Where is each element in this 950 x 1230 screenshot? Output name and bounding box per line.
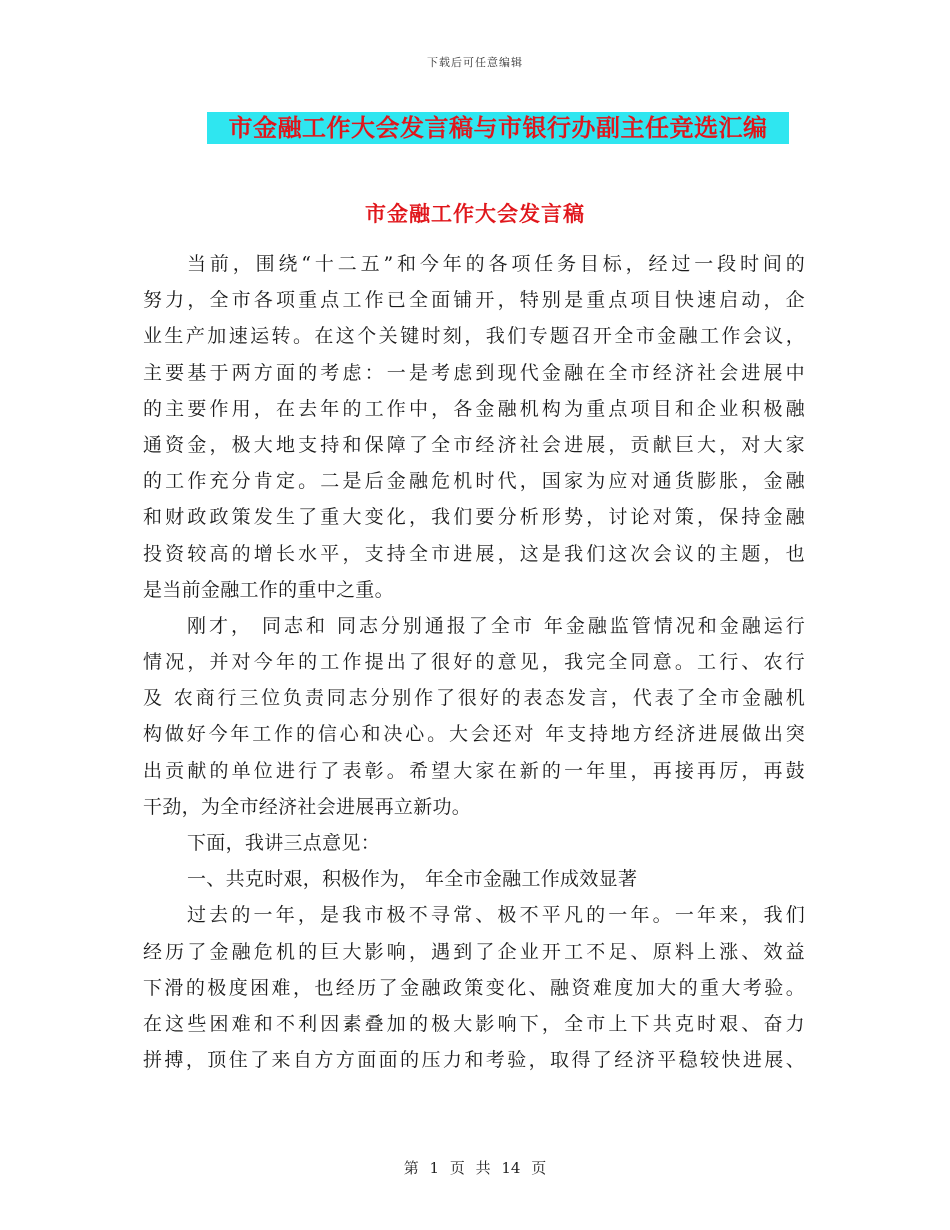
paragraph-line: 构做好今年工作的信心和决心。大会还对 年支持地方经济进展做出突 [143, 723, 805, 746]
paragraph-line: 干劲，为全市经济社会进展再立新功。 [143, 795, 472, 818]
paragraph-line: 出贡献的单位进行了表彰。希望大家在新的一年里，再接再厉，再鼓 [143, 759, 805, 782]
paragraph-line: 努力，全市各项重点工作已全面铺开，特别是重点项目快速启动，企 [143, 289, 805, 312]
paragraph-line: 和财政政策发生了重大变化，我们要分析形势，讨论对策，保持金融 [143, 506, 805, 529]
paragraph-line: 下滑的极度困难，也经历了金融政策变化、融资难度加大的重大考验。 [143, 976, 805, 999]
paragraph-line: 刚才， 同志和 同志分别通报了全市 年金融监管情况和金融运行 [187, 614, 805, 637]
paragraph-line: 投资较高的增长水平，支持全市进展，这是我们这次会议的主题，也 [143, 542, 805, 565]
footer-suffix: 页 [531, 1159, 547, 1177]
paragraph-line: 的主要作用，在去年的工作中，各金融机构为重点项目和企业积极融 [143, 397, 805, 420]
paragraph-line: 是当前金融工作的重中之重。 [143, 578, 394, 601]
paragraph-line: 下面，我讲三点意见： [187, 832, 381, 854]
document-title: 市金融工作大会发言稿与市银行办副主任竞选汇编 [228, 114, 768, 142]
paragraph-line: 业生产加速运转。在这个关键时刻，我们专题召开全市金融工作会议， [143, 325, 805, 348]
header-note: 下载后可任意编辑 [427, 56, 523, 69]
paragraph-line: 在这些困难和不利因素叠加的极大影响下，全市上下共克时艰、奋力 [143, 1012, 805, 1035]
section-title: 市金融工作大会发言稿 [365, 202, 585, 226]
paragraph-line: 通资金，极大地支持和保障了全市经济社会进展，贡献巨大，对大家 [143, 433, 805, 456]
paragraph-line: 当前，围绕“十二五”和今年的各项任务目标，经过一段时间的 [187, 253, 805, 275]
paragraph-line: 的工作充分肯定。二是后金融危机时代，国家为应对通货膨胀，金融 [143, 470, 805, 493]
footer-prefix: 第 [403, 1159, 419, 1177]
paragraph-line: 及 农商行三位负责同志分别作了很好的表态发言，代表了全市金融机 [143, 687, 805, 710]
paragraph-line: 主要基于两方面的考虑：一是考虑到现代金融在全市经济社会进展中 [143, 361, 805, 384]
paragraph-line: 过去的一年，是我市极不寻常、极不平凡的一年。一年来，我们 [187, 904, 805, 927]
paragraph-line: 情况，并对今年的工作提出了很好的意见，我完全同意。工行、农行 [143, 651, 805, 674]
paragraph-line: 经历了金融危机的巨大影响，遇到了企业开工不足、原料上涨、效益 [143, 940, 805, 963]
footer-middle: 页 共 [449, 1159, 491, 1177]
paragraph-line: 拼搏，顶住了来自方方面面的压力和考验，取得了经济平稳较快进展、 [143, 1049, 805, 1072]
section-heading-line: 一、共克时艰，积极作为， 年全市金融工作成效显著 [187, 868, 638, 891]
document-title-highlight [207, 112, 789, 144]
total-pages: 14 [501, 1159, 521, 1177]
body-text [143, 246, 805, 1078]
page-number: 1 [429, 1159, 440, 1177]
page-footer [0, 1157, 950, 1178]
